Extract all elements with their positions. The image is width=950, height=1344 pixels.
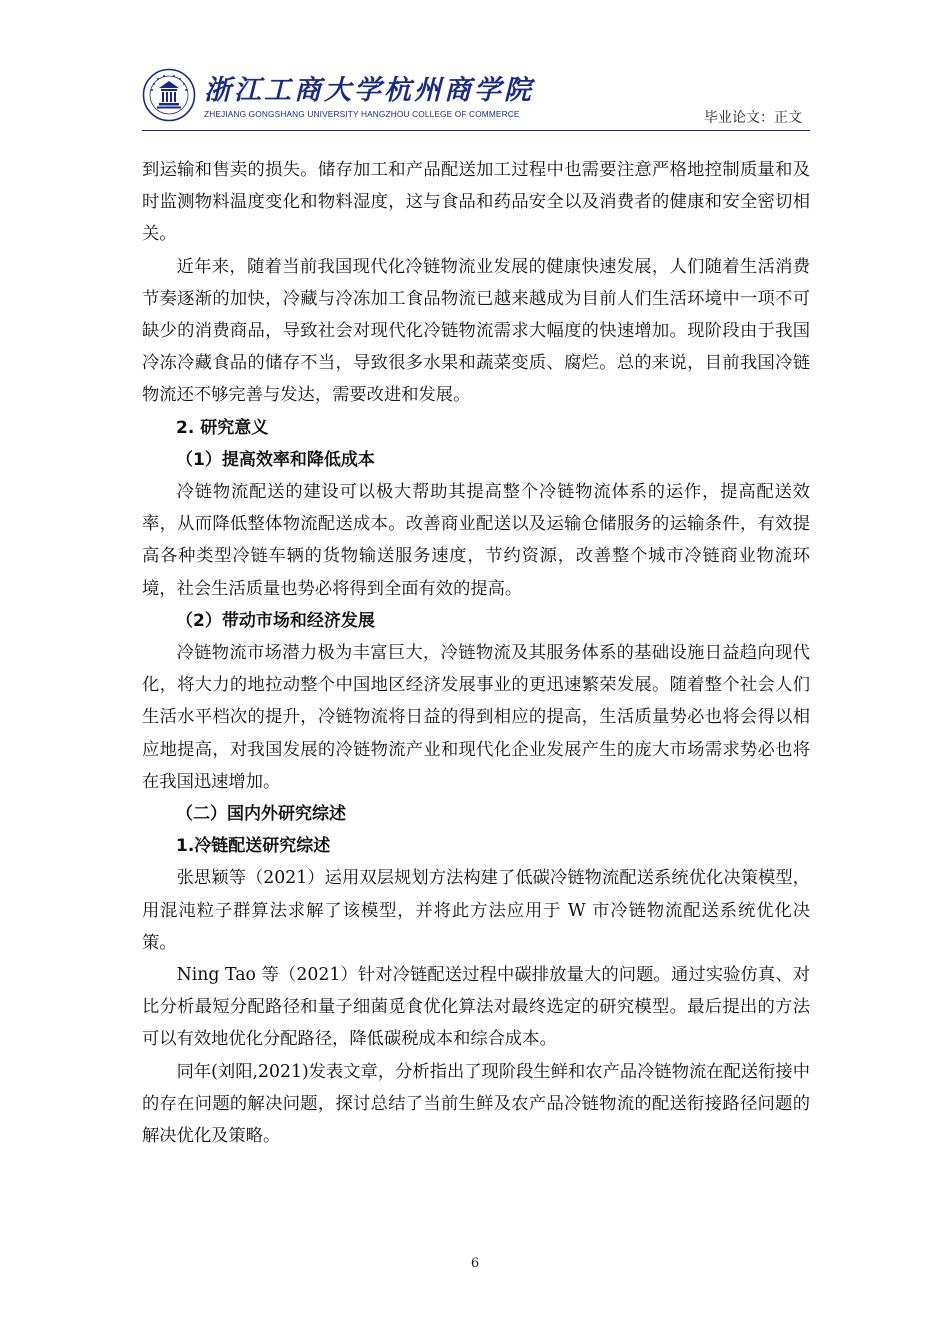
paragraph-ning-tao: Ning Tao 等（2021）针对冷链配送过程中碳排放量大的问题。通过实验仿真、对比分析最短分配路径和量子细菌觅食优化算法对最终选定的研究模型。最后提出的方法可以有效地优化分配路径，降低碳税成本和综合成本。 [142, 965, 810, 1050]
university-logo [142, 66, 534, 126]
section-heading-review: （二）国内外研究综述 [176, 804, 346, 825]
paragraph-background: 近年来，随着当前我国现代化冷链物流业发展的健康快速发展，人们随着生活消费节奏逐渐的加快，冷藏与冷冻加工食品物流已越来越成为目前人们生活环境中一项不可缺少的消费商品，导致社会对现代化冷链物流需求大幅度的快速增加。现阶段由于我国冷冻冷藏食品的储存不当，导致很多水果和蔬菜变质、腐烂。总的来说，目前我国冷链物流还不够完善与发达，需要改进和发展。 [142, 256, 810, 406]
document-type-label: 毕业论文：正文 [704, 110, 802, 126]
subheading-market: （2）带动市场和经济发展 [176, 610, 375, 631]
page-body [142, 154, 810, 1152]
subheading-cold-chain-review: 1.冷链配送研究综述 [176, 836, 331, 857]
logo-english-name: ZHEJIANG GONGSHANG UNIVERSITY HANGZHOU COLLEGE OF COMMERCE [204, 109, 520, 119]
university-seal-icon [142, 68, 196, 122]
logo-chinese-name: 浙江工商大学杭州商学院 [204, 75, 534, 106]
paragraph-continuation: 到运输和售卖的损失。储存加工和产品配送加工过程中也需要注意严格地控制质量和及时监测物料温度变化和物料湿度，这与食品和药品安全以及消费者的健康和安全密切相关。 [142, 160, 810, 245]
page-header [142, 66, 810, 131]
paragraph-zhang: 张思颖等（2021）运用双层规划方法构建了低碳冷链物流配送系统优化决策模型，用混沌粒子群算法求解了该模型，并将此方法应用于 W 市冷链物流配送系统优化决策。 [142, 868, 810, 953]
subheading-efficiency: （1）提高效率和降低成本 [176, 449, 375, 470]
paragraph-market: 冷链物流市场潜力极为丰富巨大，冷链物流及其服务体系的基础设施日益趋向现代化，将大力的地拉动整个中国地区经济发展事业的更迅速繁荣发展。随着整个社会人们生活水平档次的提升，冷链物流将日益的得到相应的提高，生活质量势必也将会得以相应地提高，对我国发展的冷链物流产业和现代化企业发展产生的庞大市场需求势必也将在我国迅速增加。 [142, 643, 810, 792]
paragraph-liu-yang: 同年(刘阳,2021)发表文章，分析指出了现阶段生鲜和农产品冷链物流在配送衔接中的存在问题的解决问题，探讨总结了当前生鲜及农产品冷链物流的配送衔接路径问题的解决优化及策略。 [142, 1061, 810, 1147]
page-number: 6 [470, 1256, 480, 1271]
paragraph-efficiency: 冷链物流配送的建设可以极大帮助其提高整个冷链物流体系的运作，提高配送效率，从而降低整体物流配送成本。改善商业配送以及运输仓储服务的运输条件，有效提高各种类型冷链车辆的货物输送服务速度，节约资源，改善整个城市冷链商业物流环境，社会生活质量也势必将得到全面有效的提高。 [142, 482, 810, 599]
section-heading-significance: 2. 研究意义 [176, 417, 269, 438]
